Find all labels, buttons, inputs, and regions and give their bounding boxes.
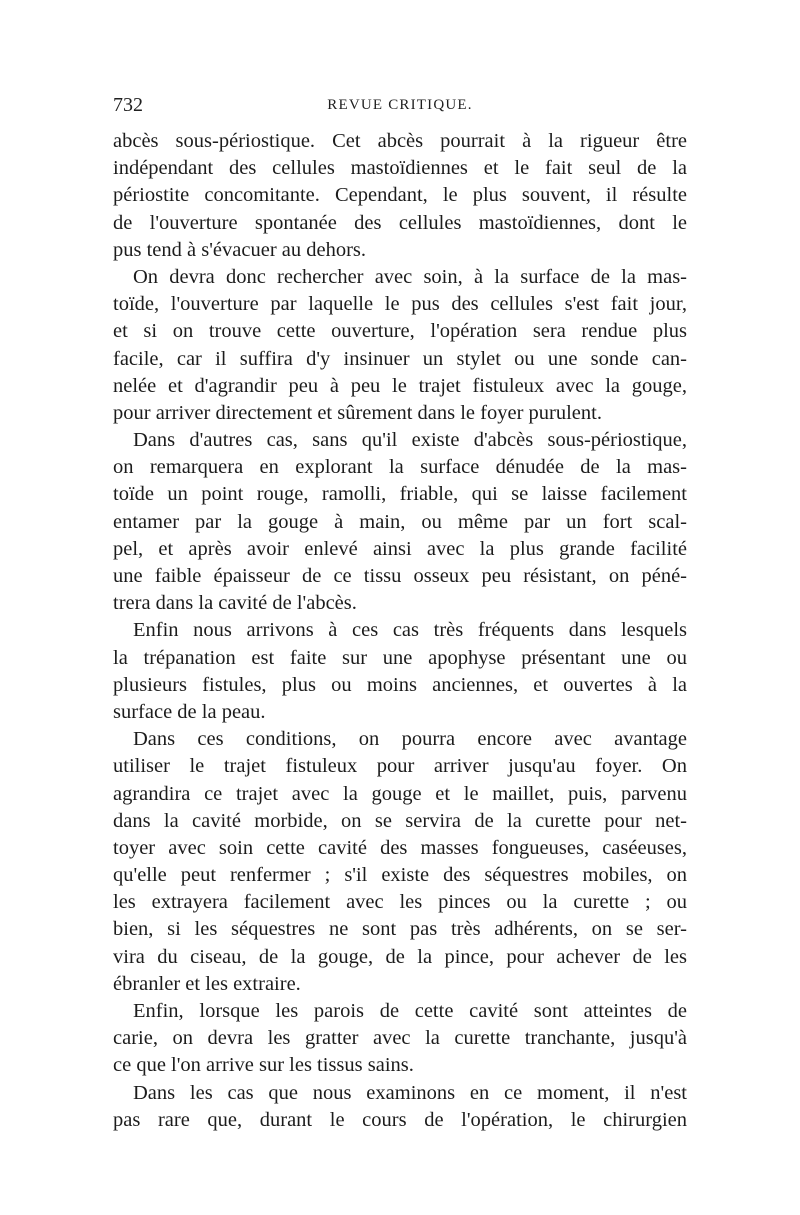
text-line: ce que l'on arrive sur les tissus sains. [113, 1054, 414, 1077]
body-text [113, 128, 687, 1134]
text-line: périostite concomitante. Cependant, le plus souvent, il résulte [113, 184, 687, 207]
text-line: facile, car il suffira d'y insinuer un stylet ou une sonde can- [113, 347, 687, 370]
text-line: On devra donc rechercher avec soin, à la surface de la mas- [133, 265, 687, 288]
page-header [113, 94, 687, 122]
text-line: on remarquera en explorant la surface dénudée de la mas- [113, 456, 687, 479]
text-line: et si on trouve cette ouverture, l'opération sera rendue plus [113, 320, 687, 343]
text-line: plusieurs fistules, plus ou moins anciennes, et ouvertes à la [113, 673, 687, 696]
text-line: pas rare que, durant le cours de l'opération, le chirurgien [113, 1108, 687, 1131]
text-line: surface de la peau. [113, 700, 266, 723]
text-line: toïde, l'ouverture par laquelle le pus des cellules s'est fait jour, [113, 293, 687, 316]
text-line: toyer avec soin cette cavité des masses fongueuses, caséeuses, [113, 836, 687, 859]
text-line: pel, et après avoir enlevé ainsi avec la plus grande facilité [113, 537, 687, 560]
text-line: Dans ces conditions, on pourra encore avec avantage [133, 728, 687, 751]
text-line: ébranler et les extraire. [113, 972, 301, 995]
text-line: la trépanation est faite sur une apophyse présentant une ou [113, 646, 687, 669]
text-line: Enfin, lorsque les parois de cette cavité sont atteintes de [133, 1000, 687, 1022]
text-line: les extrayera facilement avec les pinces ou la curette ; ou [113, 891, 687, 914]
text-line: abcès sous-périostique. Cet abcès pourrait à la rigueur être [113, 130, 687, 152]
text-line: indépendant des cellules mastoïdiennes et le fait seul de la [113, 157, 687, 180]
text-line: agrandira ce trajet avec la gouge et le maillet, puis, parvenu [113, 782, 687, 805]
text-line: de l'ouverture spontanée des cellules mastoïdiennes, dont le [113, 211, 687, 234]
text-line: utiliser le trajet fistuleux pour arriver jusqu'au foyer. On [113, 755, 687, 778]
text-line: carie, on devra les gratter avec la curette tranchante, jusqu'à [113, 1027, 687, 1050]
text-line: bien, si les séquestres ne sont pas très adhérents, on se ser- [113, 918, 687, 941]
text-line: Dans les cas que nous examinons en ce moment, il n'est [133, 1081, 687, 1104]
page-number: 732 [113, 94, 143, 116]
text-line: Enfin nous arrivons à ces cas très fréquents dans lesquels [133, 619, 687, 642]
text-line: pour arriver directement et sûrement dans le foyer purulent. [113, 401, 602, 424]
text-line: toïde un point rouge, ramolli, friable, qui se laisse facilement [113, 483, 687, 506]
text-line: qu'elle peut renfermer ; s'il existe des séquestres mobiles, on [113, 864, 687, 887]
text-line: dans la cavité morbide, on se servira de la curette pour net- [113, 809, 687, 832]
text-line: pus tend à s'évacuer au dehors. [113, 238, 367, 261]
text-line: entamer par la gouge à main, ou même par un fort scal- [113, 510, 687, 533]
text-line: trera dans la cavité de l'abcès. [113, 592, 357, 615]
running-title: REVUE CRITIQUE. [327, 97, 473, 113]
text-line: nelée et d'agrandir peu à peu le trajet fistuleux avec la gouge, [113, 374, 687, 397]
text-line: vira du ciseau, de la gouge, de la pince, pour achever de les [113, 945, 687, 968]
text-line: Dans d'autres cas, sans qu'il existe d'abcès sous-périostique, [133, 429, 687, 452]
text-line: une faible épaisseur de ce tissu osseux peu résistant, on péné- [113, 565, 687, 587]
